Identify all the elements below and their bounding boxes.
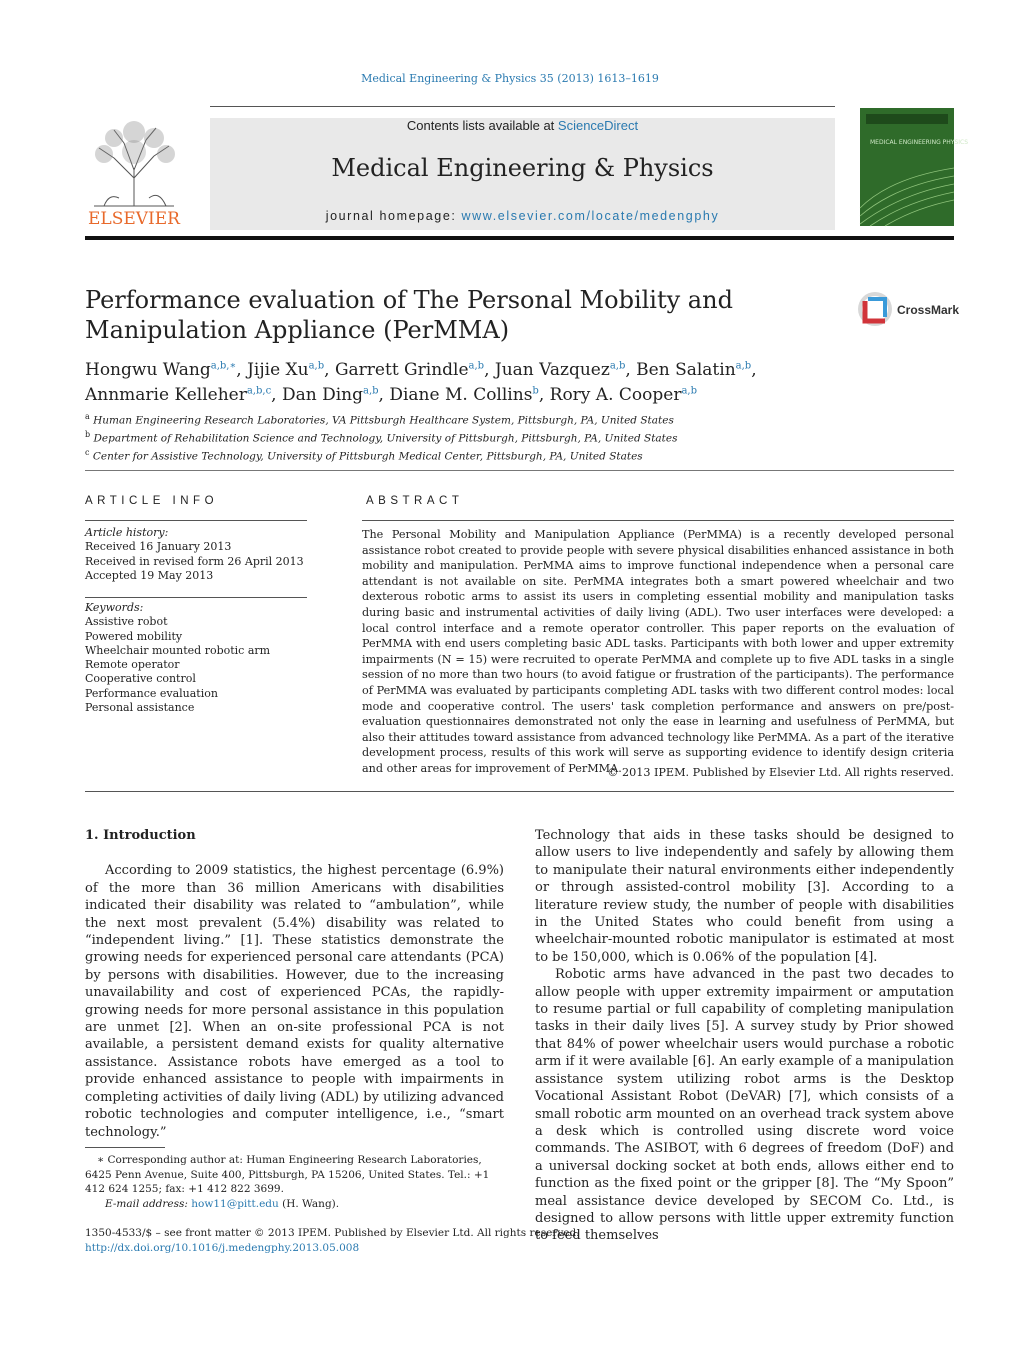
article-info-rule xyxy=(85,520,307,521)
journal-banner xyxy=(210,118,835,230)
keywords xyxy=(85,601,315,715)
article-history xyxy=(85,526,315,583)
header-thick-rule xyxy=(85,236,954,240)
contents-prefix: Contents lists available at xyxy=(406,118,558,133)
author: Dan Ding$^{a,b}$, xyxy=(281,385,390,406)
crossmark-icon xyxy=(857,291,897,331)
author: Hongwu Wang$^{a,b,∗}$, xyxy=(85,359,248,380)
affiliation-c: $^c$ Center for Assistive Technology, University of Pittsburgh Medical Center, Pittsburgh, PA, United States xyxy=(85,448,643,463)
author: Jijie Xu$^{a,b}$, xyxy=(247,359,335,380)
svg-text:ELSEVIER: ELSEVIER xyxy=(88,209,180,229)
abstract-copyright: © 2013 IPEM. Published by Elsevier Ltd. All rights reserved. xyxy=(607,766,954,779)
section-rule xyxy=(85,470,954,471)
body-paragraph: Robotic arms have advanced in the past two decades to allow people with upper extremity impairment or amputation to resume partial or full capability of completing manipulation tasks in their daily lives [5]. A survey study by Prior showed that 84% of power wheelchair users would purchase a robotic arm if it were available [6]. An early example of a manipulation assistance system utilizing robot arms is the Desktop Vocational Assistant Robot (DeVAR) [7], which consists of a small robotic arm mounted on an overhead track system above a desk which is controlled using discrete word voice commands. The ASIBOT, with 6 degrees of freedom (DoF) and a universal docking socket at both ends, allows either end to function as the fixed point or the gripper [8]. The “My Spoon” meal assistance device developed by SECOM Co. Ltd., is designed to allow persons with little upper extremity function to feed themselves xyxy=(535,967,954,1244)
email-line xyxy=(85,1197,504,1212)
journal-name: Medical Engineering & Physics xyxy=(331,154,714,182)
body-paragraph: Technology that aids in these tasks should be designed to allow users to live independently and safely by allowing them to manipulate their natural environments either independently or through assisted-control mobility [3]. According to a literature review study, the number of people with disabilities in the United States who could benefit from using a wheelchair-mounted robotic manipulator is estimated at most to be 150,000, which is 0.06% of the population [4]. xyxy=(535,828,954,965)
keywords-label: Keywords: xyxy=(85,601,144,614)
journal-citation[interactable]: Medical Engineering & Physics 35 (2013) 1613–1619 xyxy=(361,72,659,85)
corresponding-footnote xyxy=(85,1153,504,1211)
corresponding-author: ∗ Corresponding author at: Human Engineering Research Laboratories, 6425 Penn Avenue, Suite 400, Pittsburgh, PA 15206, United States. Tel.: +1 412 624 1255; fax: +1 412 822 3699. xyxy=(85,1154,490,1195)
affiliations xyxy=(85,410,865,464)
front-matter xyxy=(85,1226,685,1255)
author: Ben Salatin$^{a,b}$, xyxy=(636,359,757,380)
doi-link[interactable]: http://dx.doi.org/10.1016/j.medengphy.2013.05.008 xyxy=(85,1241,360,1254)
email-label: E-mail address: xyxy=(105,1197,192,1210)
body-left-column xyxy=(85,827,504,1141)
abstract-text: The Personal Mobility and Manipulation Appliance (PerMMA) is a recently developed personal assistance robot created to provide people with severe physical disabilities enhanced assistance in both mobility and manipulation. PerMMA aims to improve functional independence when a personal care attendant is not available on site. PerMMA integrates both a smart powered wheelchair and two dexterous robotic arms to assist its users in completing essential mobility and manipulation tasks during basic and instrumental activities of daily living (ADL). Two user interfaces were developed: a local control interface and a remote operator controller. This paper reports on the evaluation of PerMMA with end users completing basic ADL tasks. Participants with both lower and upper extremity impairments (N = 15) were recruited to operate PerMMA and complete up to five ADL tasks in a single session of no more than two hours (to avoid fatigue or frustration of the participants). The performance of PerMMA was evaluated by participants completing ADL tasks with two different control modes: local mode and cooperative control. The users' task completion performance and answers on pre/post-evaluation questionnaires demonstrated not only the ease in learning and usefulness of PerMMA, but also their attitudes toward assistance from advanced technology like PerMMA. As a part of the iterative development process, results of this work will serve as supporting evidence to identify design criteria and other areas for improvement of PerMMA. xyxy=(362,528,954,775)
history-label: Article history: xyxy=(85,526,169,539)
article-info-heading: ARTICLE INFO xyxy=(85,495,219,507)
affiliation-a: $^a$ Human Engineering Research Laboratories, VA Pittsburgh Healthcare System, Pittsburgh, PA, United States xyxy=(85,412,674,427)
elsevier-logo xyxy=(84,118,184,228)
keyword: Personal assistance xyxy=(85,701,195,715)
keyword: Remote operator xyxy=(85,658,180,672)
keywords-rule xyxy=(85,597,307,598)
header-rule xyxy=(210,106,835,107)
history-item: Received 16 January 2013 xyxy=(85,540,232,554)
affiliation-b: $^b$ Department of Rehabilitation Science and Technology, University of Pittsburgh, Pittsburgh, PA, United States xyxy=(85,430,678,445)
email-suffix: (H. Wang). xyxy=(278,1197,340,1210)
homepage-link[interactable]: www.elsevier.com/locate/medengphy xyxy=(461,209,720,223)
sciencedirect-link[interactable]: ScienceDirect xyxy=(557,118,639,133)
body-right-column xyxy=(535,827,954,1245)
author: Juan Vazquez$^{a,b}$, xyxy=(494,359,637,380)
journal-cover-icon xyxy=(860,108,969,226)
abstract-rule xyxy=(362,520,954,521)
elsevier-tree-icon xyxy=(84,118,184,228)
journal-cover[interactable] xyxy=(860,108,969,226)
author: Diane M. Collins$^b$, xyxy=(389,385,550,406)
abstract-end-rule xyxy=(85,791,954,792)
journal-homepage xyxy=(210,209,835,223)
history-item: Accepted 19 May 2013 xyxy=(85,568,214,582)
keyword: Cooperative control xyxy=(85,672,196,686)
history-item: Received in revised form 26 April 2013 xyxy=(85,554,304,568)
section-heading: 1. Introduction xyxy=(85,828,196,843)
contents-line xyxy=(210,118,835,133)
footnote-rule xyxy=(85,1147,165,1148)
keyword: Powered mobility xyxy=(85,629,183,643)
author: Annmarie Kelleher$^{a,b,c}$, xyxy=(85,385,282,406)
crossmark-badge[interactable] xyxy=(857,291,960,331)
abstract-heading: ABSTRACT xyxy=(366,495,464,507)
issn-line: 1350-4533/$ – see front matter © 2013 IPEM. Published by Elsevier Ltd. All rights reserved. xyxy=(85,1227,580,1239)
svg-text:MEDICAL ENGINEERING PHYSICS: MEDICAL ENGINEERING PHYSICS xyxy=(870,139,969,146)
keyword: Wheelchair mounted robotic arm xyxy=(85,643,271,657)
email-link[interactable]: how11@pitt.edu xyxy=(191,1197,279,1210)
keyword: Performance evaluation xyxy=(85,686,218,700)
keyword: Assistive robot xyxy=(85,615,168,629)
homepage-label: journal homepage: xyxy=(325,209,462,223)
article-title: Performance evaluation of The Personal Mobility and Manipulation Appliance (PerMMA) xyxy=(85,286,733,344)
author: Rory A. Cooper$^{a,b}$ xyxy=(549,385,697,406)
author: Garrett Grindle$^{a,b}$, xyxy=(334,359,495,380)
author-list xyxy=(85,355,825,406)
crossmark-label: CrossMark xyxy=(897,303,960,317)
body-paragraph: According to 2009 statistics, the highest percentage (6.9%) of the more than 36 million Americans with disabilities indicated their disability was related to “ambulation”, while the next most prevalent (5.4%) disability was related to “independent living.” [1]. These statistics demonstrate the growing needs for experienced personal care attendants (PCA) by persons with disabilities. However, due to the increasing unavailability and cost of experienced PCAs, the rapidly-growing needs for more personal assistance in this population are unmet [2]. When an on-site professional PCA is not available, a persistent demand exists for quality alternative assistance. Assistance robots have emerged as a tool to provide enhanced assistance to people with impairments in completing activities of daily living (ADL) by utilizing advanced robotic technologies and computer intelligence, i.e., “smart technology.” xyxy=(85,863,504,1140)
